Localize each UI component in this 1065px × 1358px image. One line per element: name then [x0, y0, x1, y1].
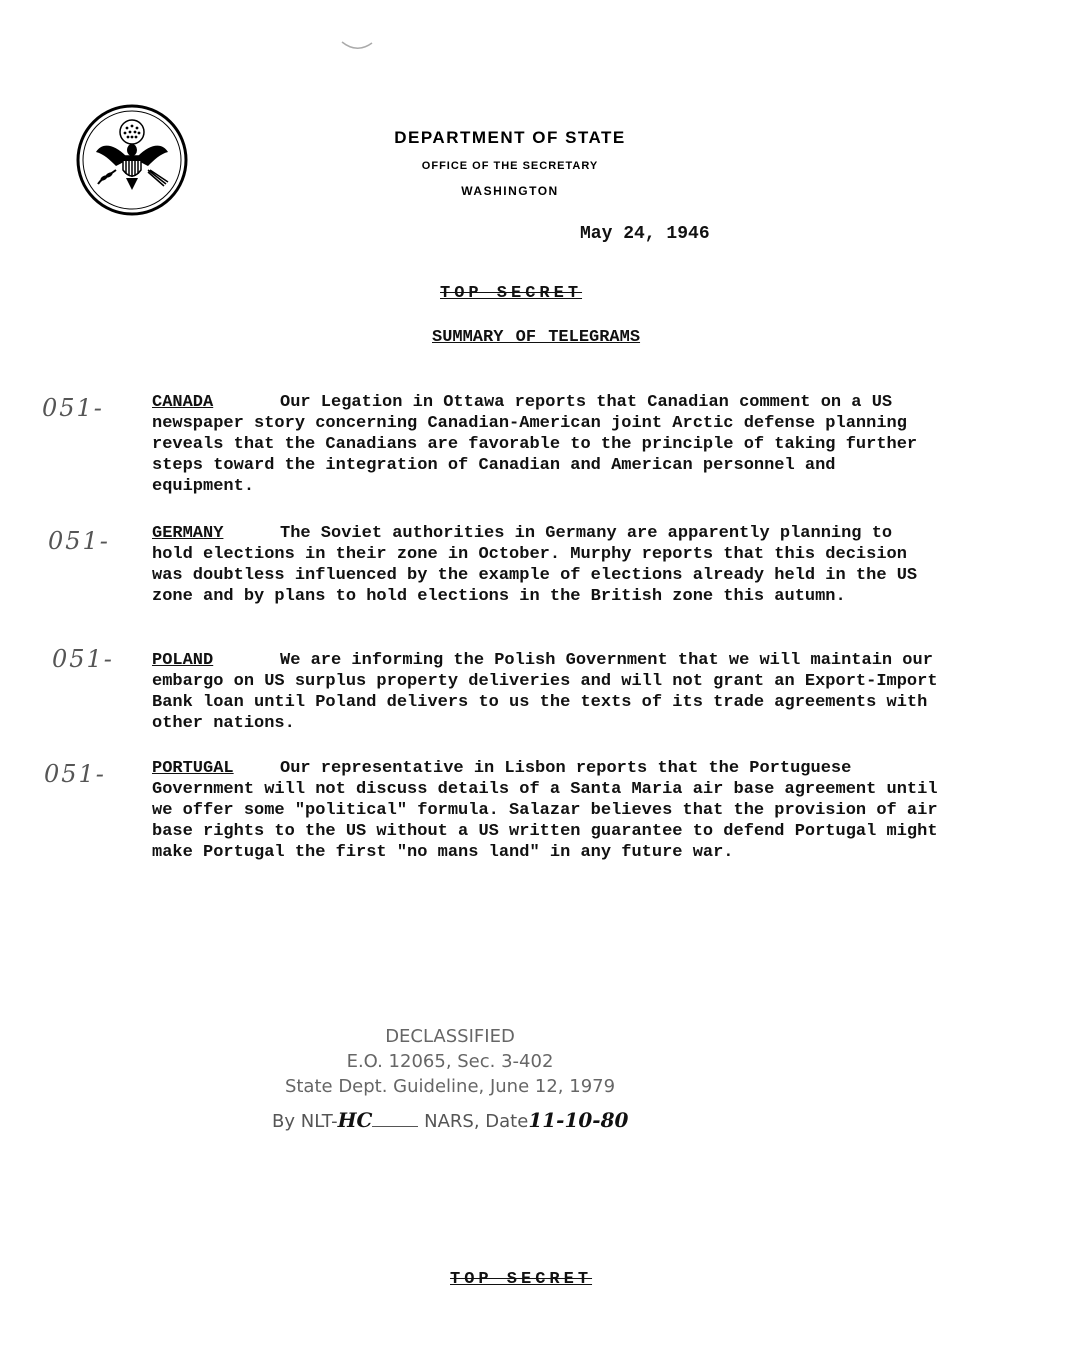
classification-marking-top: TOP SECRET — [440, 284, 583, 303]
telegram-text: Our Legation in Ottawa reports that Canadian comment on a US newspaper story concerning Canadian-American joint Arctic defense planning reveals that the Canadians are favorable to the principle of taking further steps toward the integration of Canadian and American personnel and equipment. — [152, 393, 918, 496]
classification-marking-bottom: TOP SECRET — [450, 1270, 593, 1289]
document-date: May 24, 1946 — [580, 224, 710, 244]
declassified-label: DECLASSIFIED — [385, 1026, 515, 1047]
telegram-entry-poland — [152, 650, 942, 734]
telegram-text: We are informing the Polish Government that we will maintain our embargo on US surplus property deliveries and will not grant an Export-Import Bank loan until Poland delivers to us the texts of its trade agreements with other nations. — [152, 651, 938, 733]
country-heading: GERMANY — [152, 524, 224, 543]
telegram-entry-portugal — [152, 758, 942, 863]
telegram-entry-canada — [152, 392, 942, 497]
declassification-authority-line — [272, 1108, 628, 1132]
handwritten-initials: HC — [337, 1108, 373, 1132]
by-label: By NLT- — [272, 1111, 338, 1132]
telegram-text: Our representative in Lisbon reports that the Portuguese Government will not discuss details of a Santa Maria air base agreement until we offer some "political" formula. Salazar believes that the provision of air base rights to the US without a US written guarantee to defend Portugal might make Portugal the first "no mans land" in any future war. — [152, 759, 938, 862]
country-heading: POLAND — [152, 651, 214, 670]
file-code-annotation: 051- — [52, 645, 114, 673]
guideline-line: State Dept. Guideline, June 12, 1979 — [284, 1076, 616, 1097]
country-heading: PORTUGAL — [152, 759, 234, 778]
file-code-annotation: 051- — [48, 527, 110, 555]
letterhead-city: WASHINGTON — [461, 184, 559, 198]
file-code-annotation: 051- — [44, 760, 106, 788]
declassification-stamp — [270, 1024, 630, 1099]
handwritten-date: 11-10-80 — [528, 1108, 629, 1132]
letterhead-department: DEPARTMENT OF STATE — [394, 128, 626, 147]
great-seal-icon — [76, 104, 188, 216]
executive-order-line: E.O. 12065, Sec. 3-402 — [346, 1051, 554, 1072]
telegram-entry-germany — [152, 523, 942, 607]
country-heading: CANADA — [152, 393, 214, 412]
document-title: SUMMARY OF TELEGRAMS — [432, 328, 641, 347]
signature-blank — [372, 1126, 418, 1127]
nars-date-label: NARS, Date — [424, 1111, 529, 1132]
letterhead-office: OFFICE OF THE SECRETARY — [421, 160, 599, 172]
telegram-text: The Soviet authorities in Germany are apparently planning to hold elections in their zone in October. Murphy reports that this decision was doubtless influenced by the example of elections already held in the US zone and by plans to hold elections in the British zone this autumn. — [152, 524, 918, 606]
paper-crease-mark — [340, 40, 374, 54]
file-code-annotation: 051- — [42, 394, 104, 422]
